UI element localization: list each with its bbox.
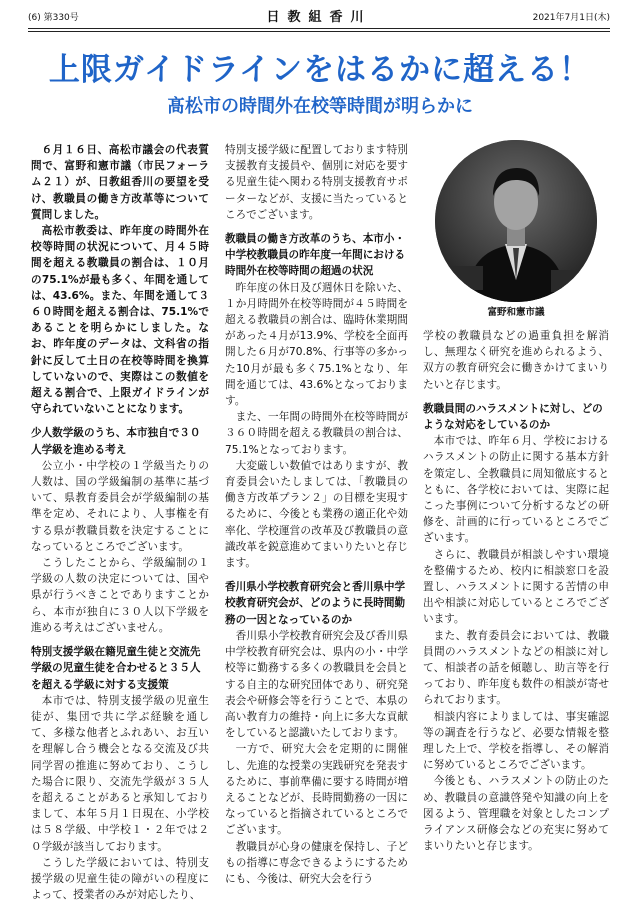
portrait-image bbox=[435, 140, 597, 302]
photo-caption: 富野和憲市議 bbox=[487, 307, 545, 318]
answer-paragraph: 教職員が心身の健康を保持し、子どもの指導に専念できるようにするためにも、今後は、研究大会を行う bbox=[225, 840, 408, 885]
answer-paragraph: 高松市教委は、昨年度の時間外在校等時間の状況について、月４５時間を超える教職員の割合は、１０月の75.1%が最も多く、年間を通しては、43.6%。また、年間を通して３６０時間を超える割合は、75.1%であることを明らかにしました。なお、昨年度のデータは、文科省の指針に反して土日の在校等時間を換算していないので、実際はこの数値を超える割合で、上限ガイドラインが守られていないことになります。 bbox=[31, 225, 209, 416]
article-column-1 bbox=[31, 142, 209, 903]
issue-number: (6) 第330号 bbox=[28, 13, 79, 23]
answer-paragraph: 一方で、研究大会を定期的に開催し、先進的な授業の実践研究を発表するために、事前準備に要する時間が増えることなどが、長時間勤務の一因になっていると指摘されているところでございます。 bbox=[225, 743, 408, 837]
answer-paragraph: こうしたことから、学級編制の１学級の人数の決定については、国や県が行うべきことでありますことから、本市が独自に３０人以下学級を進める考えはございません。 bbox=[31, 557, 209, 634]
answer-paragraph: 大変厳しい数値ではありますが、教育委員会いたしましては、「教職員の働き方改革プラン２」の目標を実現するために、今後とも業務の適正化や効率化、学校運営の改革及び教職員の意識改革を鋭意進めてまいりたいと存じます。 bbox=[225, 459, 408, 570]
question-heading: 教職員間のハラスメントに対し、どのような対応をしているのか bbox=[423, 402, 603, 432]
newspaper-title: 日教組香川 bbox=[266, 10, 372, 25]
answer-paragraph: 特別支援学級に配置しております特別支援教育支援員や、個別に対応を要する児童生徒へ関わる特別支援教育サポーターなどが、支援に当たっているところでございます。 bbox=[225, 144, 408, 221]
header-rule bbox=[28, 28, 610, 29]
councilor-photo bbox=[435, 140, 597, 302]
headline: 上限ガイドラインをはるかに超える！ bbox=[48, 52, 592, 88]
answer-paragraph: 本市では、昨年６月、学校におけるハラスメントの防止に関する基本方針を策定し、全教職員に周知徹底するとともに、各学校においては、実際に起こった事例について分析するなどの研修を、計画的に行っているところでございます。 bbox=[423, 435, 609, 545]
question-heading: 教職員の働き方改革のうち、本市小・中学校教職員の昨年度一年間における時間外在校等時間の超過の状況 bbox=[225, 233, 406, 278]
article-column-3 bbox=[423, 328, 609, 855]
question-heading: 特別支援学級在籍児童生徒と交流先学級の児童生徒を合わせると３５人を超える学級に対する支援策 bbox=[31, 646, 201, 691]
answer-paragraph: また、一年間の時間外在校等時間が３６０時間を超える教職員の割合は、75.1%となっております。 bbox=[225, 411, 408, 456]
answer-paragraph: 公立小・中学校の１学級当たりの人数は、国の学級編制の基準に基づいて、県教育委員会が学級編制の基準を定め、それにより、人事権を有する県が教職員数を決定することになっているところでございます。 bbox=[31, 459, 209, 553]
answer-paragraph: 昨年度の休日及び週休日を除いた、１か月時間外在校等時間が４５時間を超える教職員の割合は、臨時休業期間があった４月が13.9%、学校を全面再開した６月が70.8%、行事等の多かった10月が最も多く75.1%となり、年間を通じては、43.6%となっております。 bbox=[225, 281, 408, 408]
article-column-2 bbox=[225, 142, 408, 887]
answer-paragraph: また、教育委員会においては、教職員間のハラスメントなどの相談に対して、相談者の話を傾聴し、助言等を行っており、昨年度も数件の相談が寄せられております。 bbox=[423, 629, 609, 707]
subheadline: 髙松市の時間外在校等時間が明らかに bbox=[167, 96, 473, 117]
answer-paragraph: 相談内容によりましては、事実確認等の調査を行うなど、必要な情報を整理した上で、学校を指導し、その解消に努めているところでございます。 bbox=[423, 710, 609, 772]
question-heading: 香川県小学校教育研究会と香川県中学校教育研究会が、どのように長時間勤務の一因となっているのか bbox=[225, 581, 406, 626]
page-header bbox=[28, 8, 610, 28]
answer-paragraph: さらに、教職員が相談しやすい環境を整備するため、校内に相談窓口を設置し、ハラスメントに関する苦情の申出や相談に対応しているところでございます。 bbox=[423, 548, 609, 626]
answer-paragraph: こうした学級においては、特別支援学級の児童生徒の障がいの程度によって、授業者のみが対応したり、 bbox=[31, 856, 209, 902]
question-heading: 少人数学級のうち、本市独自で３０人学級を進める考え bbox=[31, 427, 201, 456]
answer-paragraph: 今後とも、ハラスメントの防止のため、教職員の意識啓発や知識の向上を図るよう、管理職を対象としたコンプライアンス研修会などの充実に努めてまいりたいと存じます。 bbox=[423, 775, 609, 853]
answer-paragraph: 学校の教職員などの過重負担を解消し、無理なく研究を進められるよう、双方の教育研究会に働きかけてまいりたいと存じます。 bbox=[423, 330, 609, 391]
issue-date: 2021年7月1日(木) bbox=[532, 13, 610, 23]
intro-paragraph: ６月１６日、高松市議会の代表質問で、富野和憲市議（市民フォーラム２１）が、日教組香川の要望を受け、教職員の働き方改革等について質問しました。 bbox=[31, 144, 209, 221]
answer-paragraph: 香川県小学校教育研究会及び香川県中学校教育研究会は、県内の小・中学校等に勤務する多くの教職員を会員とする自主的な研究団体であり、研究発表会や研修会等を行うことで、本県の高い教育力の維持・向上に多大な貢献をしていると認識いたしております。 bbox=[225, 629, 408, 740]
answer-paragraph: 本市では、特別支援学級の児童生徒が、集団で共に学ぶ経験を通して、多様な他者とふれあい、お互いを理解し合う機会となる交流及び共同学習の推進に努めており、こうした場合に限り、交流先学級が３５人を超えることがあると承知しておりまして、本年５月１日現在、小学校は５８学級、中学校１・２年では２０学級が該当しております。 bbox=[31, 694, 209, 853]
header-rule-thin bbox=[28, 31, 610, 32]
